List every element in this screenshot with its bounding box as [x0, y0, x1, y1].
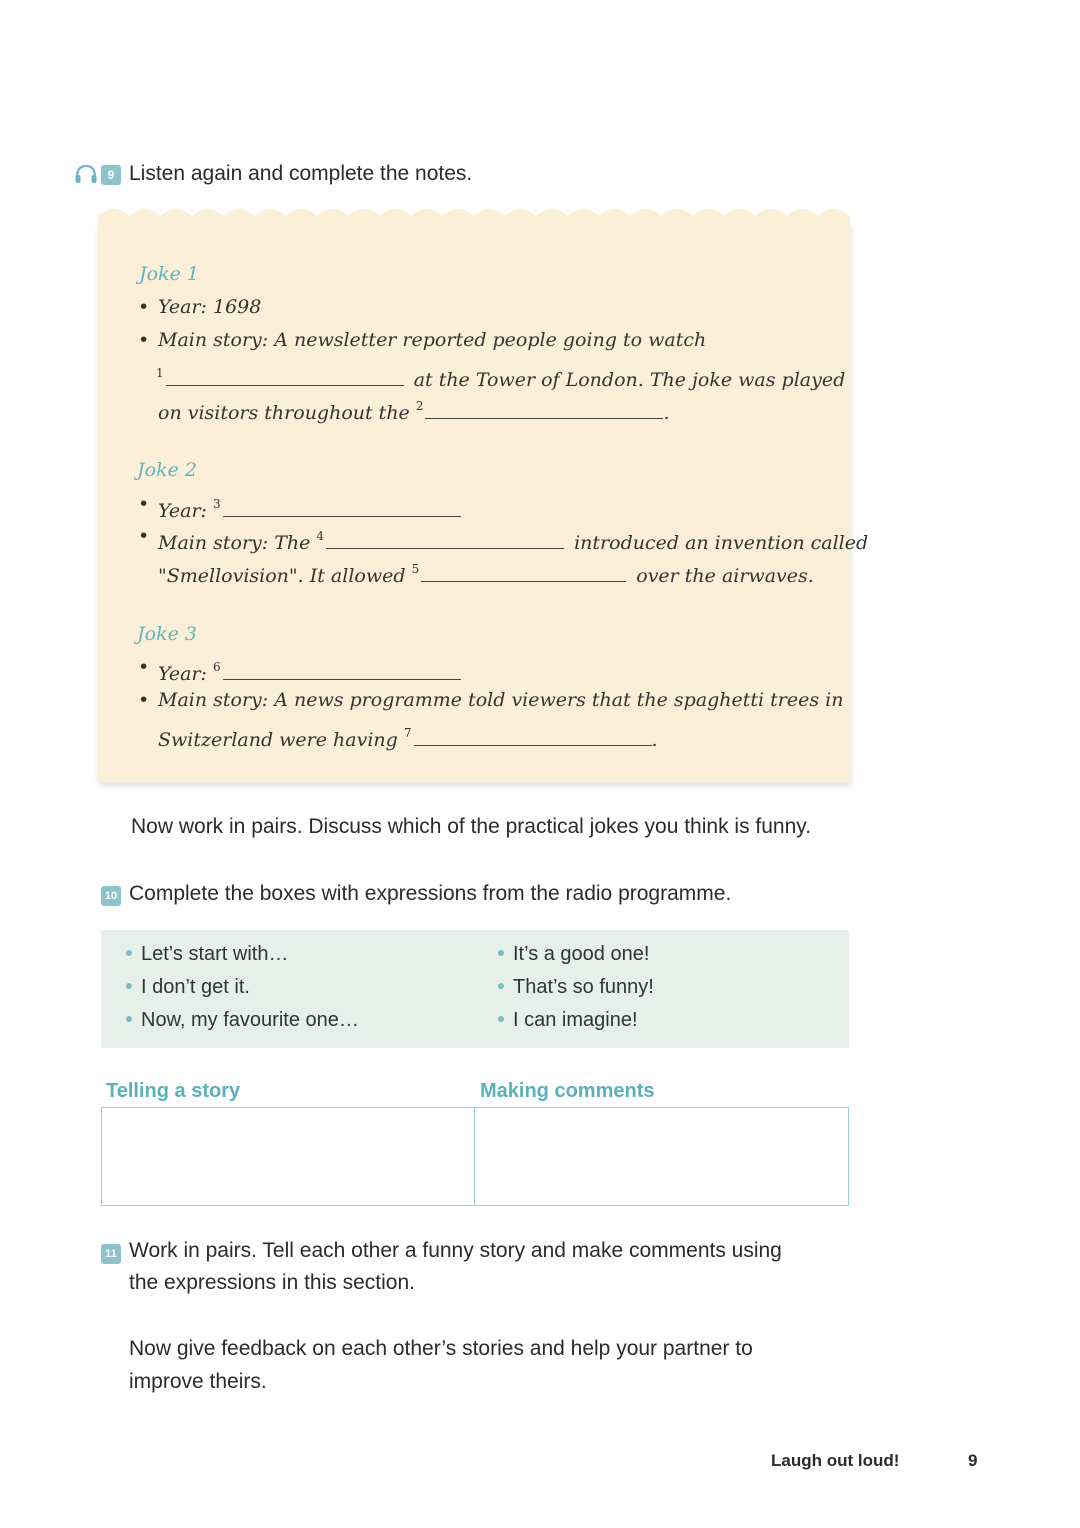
joke-1-story-text-b: at the Tower of London. The joke was played	[413, 369, 846, 391]
joke-2-story-line2	[158, 554, 814, 591]
making-comments-heading: Making comments	[480, 1080, 655, 1102]
joke-3-year: Year:	[158, 663, 207, 685]
joke-1-story-line2	[156, 358, 845, 395]
joke-1-story-line1: • Main story: A newsletter reported people going to watch	[158, 325, 706, 355]
telling-a-story-heading: Telling a story	[106, 1080, 241, 1102]
exercise-number-9: 9	[101, 165, 121, 185]
gap-2-blank[interactable]	[425, 398, 663, 419]
gap-number-1: 1	[156, 366, 164, 380]
expressions-left-column	[126, 938, 359, 1037]
joke-2-year: Year:	[158, 500, 207, 522]
joke-2-heading: Joke 2	[137, 459, 197, 481]
telling-a-story-answer-cell[interactable]	[103, 1109, 473, 1204]
expression-item: Now, my favourite one…	[126, 1004, 359, 1037]
joke-2-story-text-d: over the airwaves.	[636, 565, 814, 587]
gap-number-5: 5	[411, 562, 420, 576]
feedback-instruction-line2: improve theirs.	[129, 1370, 267, 1393]
joke-3-year-line	[158, 652, 461, 689]
joke-1-story-line3	[158, 391, 670, 428]
expression-item: That’s so funny!	[498, 971, 654, 1004]
gap-1-blank[interactable]	[166, 365, 404, 386]
exercise-11-instruction-line2: the expressions in this section.	[129, 1271, 415, 1294]
exercise-number-10: 10	[101, 886, 121, 906]
joke-3-end: .	[651, 729, 658, 751]
expression-item: I can imagine!	[498, 1004, 654, 1037]
gap-6-blank[interactable]	[223, 659, 461, 680]
joke-3-story-line2	[158, 718, 658, 755]
joke-3-story-line1: • Main story: A news programme told viewers that the spaghetti trees in	[158, 685, 843, 715]
making-comments-answer-cell[interactable]	[477, 1109, 847, 1204]
gap-5-blank[interactable]	[421, 561, 626, 582]
headphones-icon	[74, 163, 98, 185]
gap-number-3: 3	[213, 497, 221, 511]
joke-3-heading: Joke 3	[137, 623, 197, 645]
expressions-right-column	[498, 938, 654, 1037]
gap-number-2: 2	[415, 399, 424, 413]
page-number: 9	[968, 1451, 978, 1470]
expression-item: Let’s start with…	[126, 938, 359, 971]
joke-3-story-text-b: Switzerland were having	[158, 729, 398, 751]
answer-table-divider	[474, 1107, 475, 1206]
paper-wavy-edge	[98, 200, 850, 230]
exercise-11-instruction-line1: Work in pairs. Tell each other a funny story and make comments using	[129, 1239, 782, 1262]
joke-2-story-text-a: Main story: The	[158, 532, 311, 554]
gap-4-blank[interactable]	[326, 528, 564, 549]
gap-number-4: 4	[316, 529, 325, 543]
gap-7-blank[interactable]	[414, 725, 652, 746]
joke-1-year: • Year: 1698	[158, 292, 261, 322]
exercise-number-11: 11	[101, 1244, 121, 1264]
joke-1-end: .	[663, 402, 670, 424]
gap-number-7: 7	[403, 726, 412, 740]
expression-item: I don’t get it.	[126, 971, 359, 1004]
unit-title: Laugh out loud!	[771, 1451, 900, 1470]
gap-number-6: 6	[213, 660, 221, 674]
exercise-10-instruction: Complete the boxes with expressions from the radio programme.	[129, 882, 732, 905]
joke-1-story-text-c: on visitors throughout the	[158, 402, 410, 424]
joke-2-story-line1	[158, 521, 868, 558]
joke-2-story-text-c: "Smellovision". It allowed	[158, 565, 406, 587]
joke-1-heading: Joke 1	[139, 263, 199, 285]
expression-item: It’s a good one!	[498, 938, 654, 971]
gap-3-blank[interactable]	[223, 496, 461, 517]
exercise-9-instruction: Listen again and complete the notes.	[129, 162, 473, 185]
pairs-instruction: Now work in pairs. Discuss which of the practical jokes you think is funny.	[131, 815, 812, 838]
joke-2-story-text-b: introduced an invention called	[574, 532, 869, 554]
feedback-instruction-line1: Now give feedback on each other’s stories and help your partner to	[129, 1337, 753, 1360]
